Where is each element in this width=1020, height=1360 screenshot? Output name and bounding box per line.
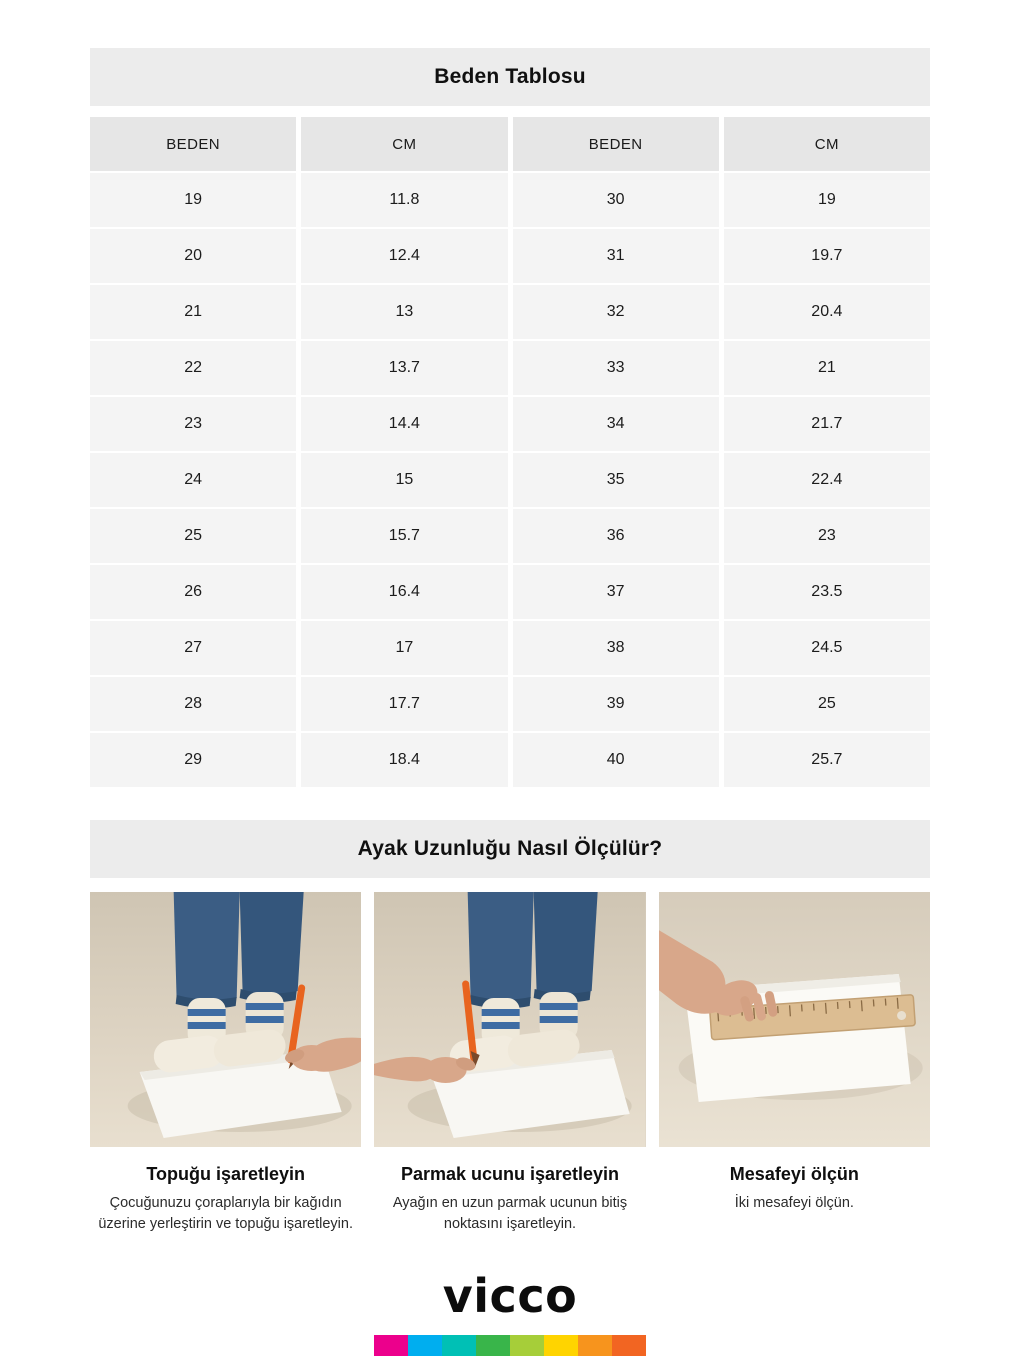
size-table-cell: 22 (90, 341, 296, 395)
size-table-cell: 12.4 (301, 229, 507, 283)
size-table-header-cell: BEDEN (513, 117, 719, 171)
step-title: Topuğu işaretleyin (146, 1164, 305, 1184)
size-table-cell: 25.7 (724, 733, 930, 787)
size-table-cell: 18.4 (301, 733, 507, 787)
size-table-cell: 25 (90, 509, 296, 563)
size-table-title-bar (90, 48, 930, 106)
measure-step-ruler (659, 892, 930, 1235)
size-table-cell: 24 (90, 453, 296, 507)
size-table-cell: 32 (513, 285, 719, 339)
size-table-cell: 15.7 (301, 509, 507, 563)
heel-marking-photo (90, 892, 361, 1147)
size-table-cell: 36 (513, 509, 719, 563)
size-table-cell: 40 (513, 733, 719, 787)
size-table-cell: 35 (513, 453, 719, 507)
rainbow-segment (510, 1335, 544, 1356)
ruler-measure-photo (659, 892, 930, 1147)
size-table-cell: 23 (724, 509, 930, 563)
measure-section-title-bar (90, 820, 930, 878)
step-description: Çocuğunuzu çoraplarıyla bir kağıdın üzerine yerleştirin ve topuğu işaretleyin. (98, 1195, 353, 1233)
rainbow-segment (408, 1335, 442, 1356)
step-description: İki mesafeyi ölçün. (734, 1195, 854, 1211)
size-table-cell: 21 (724, 341, 930, 395)
content (90, 48, 930, 1356)
size-table-cell: 23.5 (724, 565, 930, 619)
size-table-cell: 19.7 (724, 229, 930, 283)
footer (90, 1271, 930, 1356)
vicco-logo: vicco (442, 1269, 578, 1324)
step-title: Mesafeyi ölçün (729, 1164, 859, 1184)
size-table-cell: 26 (90, 565, 296, 619)
size-table-cell: 39 (513, 677, 719, 731)
rainbow-segment (578, 1335, 612, 1356)
measure-step-toe (374, 892, 645, 1235)
size-table (90, 117, 930, 787)
size-table-cell: 20 (90, 229, 296, 283)
size-table-header-cell: CM (724, 117, 930, 171)
size-table-cell: 21.7 (724, 397, 930, 451)
size-table-cell: 31 (513, 229, 719, 283)
measure-step-heel (90, 892, 361, 1235)
size-table-cell: 17 (301, 621, 507, 675)
size-table-cell: 22.4 (724, 453, 930, 507)
size-table-cell: 16.4 (301, 565, 507, 619)
size-table-header-cell: BEDEN (90, 117, 296, 171)
measure-section-title: Ayak Uzunluğu Nasıl Ölçülür? (357, 837, 663, 860)
ruler-measure-illustration (659, 892, 930, 1147)
size-table-cell: 19 (724, 173, 930, 227)
size-table-cell: 11.8 (301, 173, 507, 227)
rainbow-segment (476, 1335, 510, 1356)
size-table-cell: 28 (90, 677, 296, 731)
size-table-title: Beden Tablosu (434, 65, 586, 88)
step-description: Ayağın en uzun parmak ucunun bitiş noktasını işaretleyin. (392, 1195, 628, 1233)
size-table-cell: 21 (90, 285, 296, 339)
rainbow-segment (612, 1335, 646, 1356)
rainbow-segment (442, 1335, 476, 1356)
step-title: Parmak ucunu işaretleyin (400, 1164, 620, 1184)
size-table-cell: 15 (301, 453, 507, 507)
size-table-cell: 29 (90, 733, 296, 787)
size-table-cell: 13 (301, 285, 507, 339)
rainbow-segment (374, 1335, 408, 1356)
size-table-cell: 38 (513, 621, 719, 675)
size-table-cell: 34 (513, 397, 719, 451)
size-table-cell: 25 (724, 677, 930, 731)
size-table-cell: 17.7 (301, 677, 507, 731)
size-table-cell: 13.7 (301, 341, 507, 395)
toe-marking-illustration (374, 892, 645, 1147)
size-table-cell: 30 (513, 173, 719, 227)
measure-steps (90, 892, 930, 1235)
size-table-cell: 37 (513, 565, 719, 619)
size-table-cell: 27 (90, 621, 296, 675)
size-table-cell: 24.5 (724, 621, 930, 675)
size-table-cell: 14.4 (301, 397, 507, 451)
toe-marking-photo (374, 892, 645, 1147)
size-table-cell: 20.4 (724, 285, 930, 339)
heel-marking-illustration (90, 892, 361, 1147)
size-table-cell: 33 (513, 341, 719, 395)
rainbow-bar (374, 1335, 646, 1356)
size-table-cell: 19 (90, 173, 296, 227)
rainbow-segment (544, 1335, 578, 1356)
size-table-cell: 23 (90, 397, 296, 451)
size-table-header-cell: CM (301, 117, 507, 171)
